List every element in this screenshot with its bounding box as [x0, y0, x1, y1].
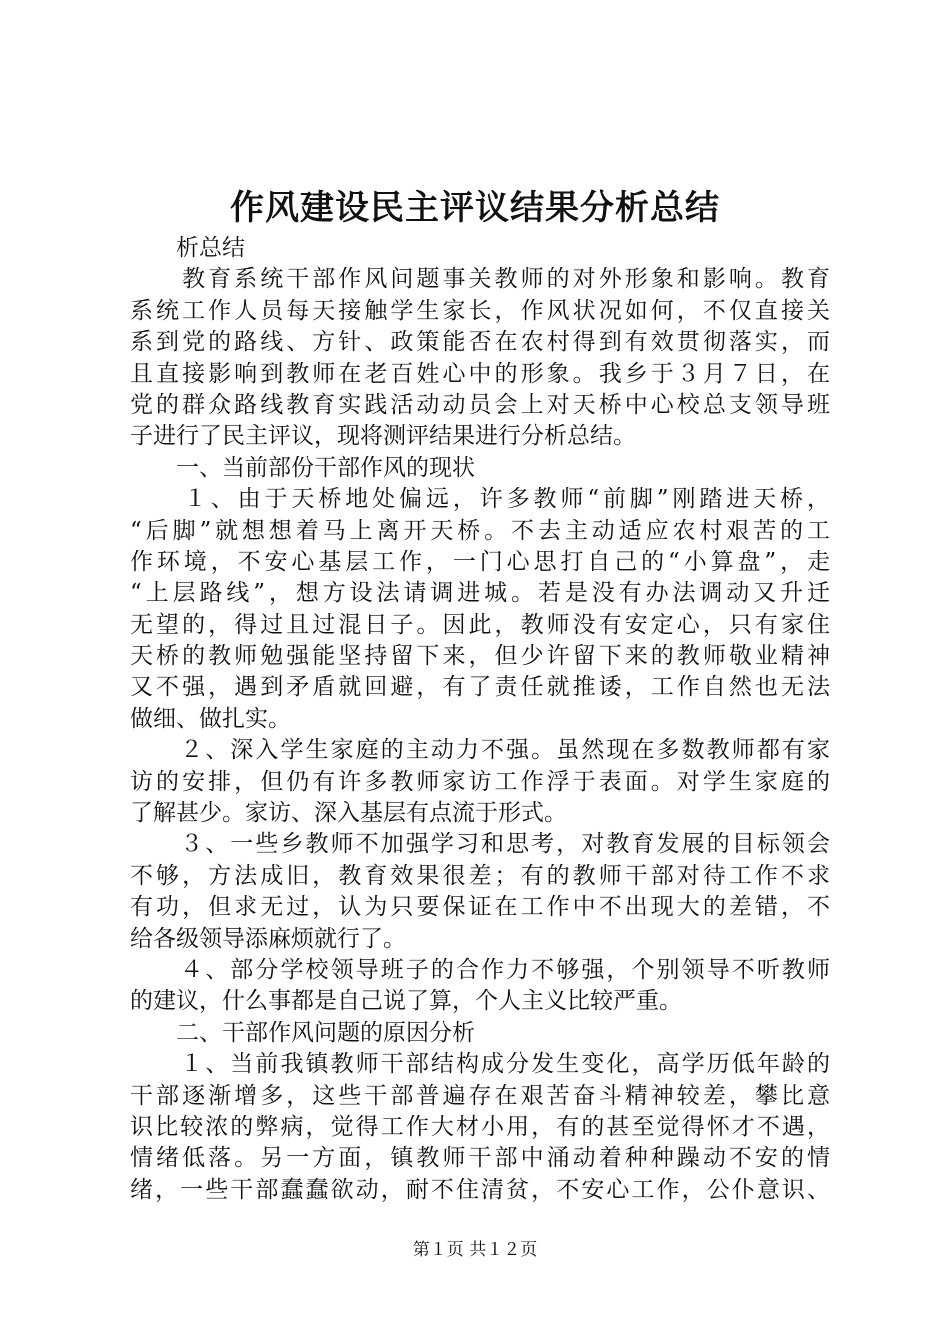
body-line: 系到党的路线、方针、政策能否在农村得到有效贯彻落实，而 [130, 329, 830, 356]
page-number-footer: 第１页 共１２页 [412, 1240, 538, 1260]
body-line: １、当前我镇教师干部结构成分发生变化，高学历低年龄的 [130, 1051, 830, 1078]
body-line: 子进行了民主评议，现将测评结果进行分析总结。 [130, 423, 636, 450]
body-line: 给各级领导添麻烦就行了。 [130, 925, 406, 952]
body-line: “后脚”就想想着马上离开天桥。不去主动适应农村艰苦的工 [130, 517, 830, 544]
body-line: 又不强，遇到矛盾就回避，有了责任就推诿，工作自然也无法 [130, 674, 830, 701]
body-line: 绪，一些干部蠢蠢欲动，耐不住清贫，不安心工作，公仆意识、 [130, 1176, 830, 1203]
body-line: 识比较浓的弊病，觉得工作大材小用，有的甚至觉得怀才不遇， [130, 1113, 830, 1140]
document-body [130, 233, 830, 1206]
body-line: 无望的，得过且过混日子。因此，教师没有安定心，只有家住 [130, 611, 830, 638]
body-line: 且直接影响到教师在老百姓心中的形象。我乡于３月７日，在 [130, 360, 830, 387]
document-title: 作风建设民主评议结果分析总结 [230, 188, 720, 228]
body-line: 情绪低落。另一方面，镇教师干部中涌动着种种躁动不安的情 [130, 1145, 830, 1172]
body-line: １、由于天桥地处偏远，许多教师“前脚”刚踏进天桥， [130, 486, 830, 513]
body-line: 干部逐渐增多，这些干部普遍存在艰苦奋斗精神较差，攀比意 [130, 1082, 830, 1109]
body-line: 了解甚少。家访、深入基层有点流于形式。 [130, 800, 567, 827]
body-line: 做细、做扎实。 [130, 705, 291, 732]
section-heading: 二、干部作风问题的原因分析 [130, 1019, 475, 1046]
body-line: 析总结 [130, 235, 245, 261]
body-line: ３、一些乡教师不加强学习和思考，对教育发展的目标领会 [130, 831, 830, 858]
body-line: 访的安排，但仍有许多教师家访工作浮于表面。对学生家庭的 [130, 768, 830, 795]
body-line: ４、部分学校领导班子的合作力不够强，个别领导不听教师 [130, 956, 830, 983]
body-line: 党的群众路线教育实践活动动员会上对天桥中心校总支领导班 [130, 391, 830, 418]
body-line: 作环境，不安心基层工作，一门心思打自己的“小算盘”，走 [130, 548, 830, 575]
body-line: 教育系统干部作风问题事关教师的对外形象和影响。教育 [130, 266, 830, 293]
body-line: 的建议，什么事都是自己说了算，个人主义比较严重。 [130, 988, 682, 1015]
body-line: “上层路线”，想方设法请调进城。若是没有办法调动又升迁 [130, 580, 830, 607]
body-line: 有功，但求无过，认为只要保证在工作中不出现大的差错，不 [130, 894, 830, 921]
section-heading: 一、当前部份干部作风的现状 [130, 454, 475, 481]
body-line: 天桥的教师勉强能坚持留下来，但少许留下来的教师敬业精神 [130, 643, 830, 670]
body-line: 不够，方法成旧，教育效果很差；有的教师干部对待工作不求 [130, 862, 830, 889]
body-line: ２、深入学生家庭的主动力不强。虽然现在多数教师都有家 [130, 737, 830, 764]
body-line: 系统工作人员每天接触学生家长，作风状况如何，不仅直接关 [130, 297, 830, 324]
